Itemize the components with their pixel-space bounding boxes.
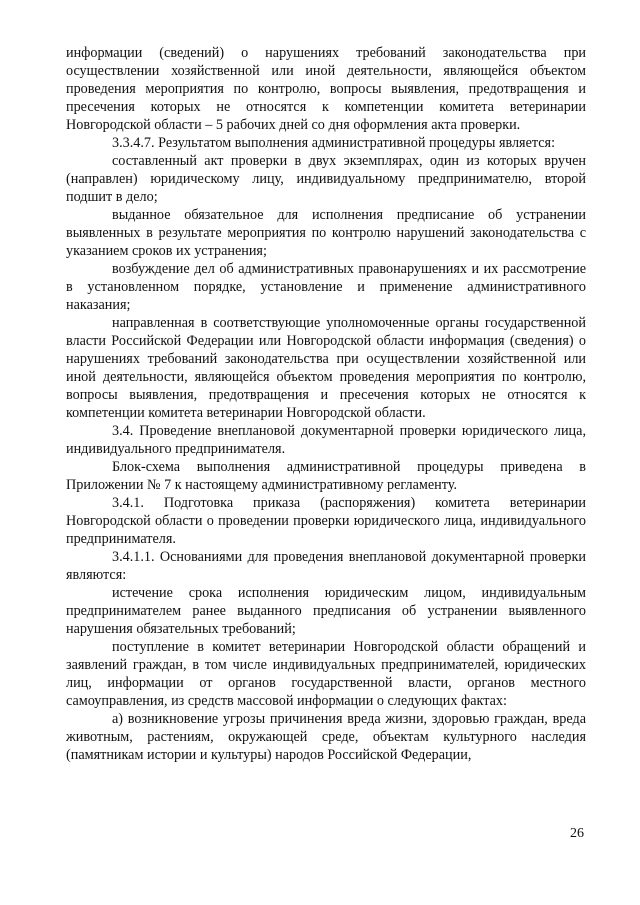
section-heading-3-4-1: 3.4.1. Подготовка приказа (распоряжения) комитета ветеринарии Новгородской области о проведении проверки юридического лица, индивидуального предпринимателя. (66, 495, 586, 547)
paragraph-continuation: информации (сведений) о нарушениях требований законодательства при осуществлении хозяйственной или иной деятельности, являющейся объектом проведения мероприятия по контролю, вопросы выявления, предотвращения и пресечения которых не относятся к компетенции комитета ветеринарии Новгородской области – 5 рабочих дней со дня оформления акта проверки. (66, 45, 586, 133)
paragraph-prescription-issued: выданное обязательное для исполнения предписание об устранении выявленных в результате мероприятия по контролю нарушений законодательства с указанием сроков их устранения; (66, 207, 586, 259)
paragraph-deadline-expired: истечение срока исполнения юридическим лицом, индивидуальным предпринимателем ранее выданного предписания об устранении выявленного нарушения обязательных требований; (66, 585, 586, 637)
section-heading-3-4: 3.4. Проведение внеплановой документарной проверки юридического лица, индивидуального предпринимателя. (66, 423, 586, 457)
paragraph-information-sent: направленная в соответствующие уполномоченные органы государственной власти Российской Федерации или Новгородской области информация (сведения) о нарушениях требований законодательства при осуществлении хозяйственной или иной деятельности, являющейся объектом проведения мероприятия по контролю, вопросы выявления, предотвращения и пресечения которых не относятся к компетенции комитета ветеринарии Новгородской области. (66, 315, 586, 421)
paragraph-act-issued: составленный акт проверки в двух экземплярах, один из которых вручен (направлен) юридическому лицу, индивидуальному предпринимателю, второй подшит в дело; (66, 153, 586, 205)
paragraph-administrative-cases: возбуждение дел об административных правонарушениях и их рассмотрение в установленном порядке, установление и применение административного наказания; (66, 261, 586, 313)
paragraph-3-4-1-1: 3.4.1.1. Основаниями для проведения внеплановой документарной проверки являются: (66, 549, 586, 583)
paragraph-3-3-4-7: 3.3.4.7. Результатом выполнения административной процедуры является: (112, 135, 556, 151)
document-body (66, 44, 586, 764)
paragraph-complaints-received: поступление в комитет ветеринарии Новгородской области обращений и заявлений граждан, в том числе индивидуальных предпринимателей, юридических лиц, информации от органов государственной власти, органов местного самоуправления, из средств массовой информации о следующих фактах: (66, 639, 586, 709)
page-number: 26 (570, 826, 584, 841)
paragraph-item-a: а) возникновение угрозы причинения вреда жизни, здоровью граждан, вреда животным, растениям, окружающей среде, объектам культурного наследия (памятникам истории и культуры) народов Российской Федерации, (66, 711, 586, 763)
paragraph-block-diagram-note: Блок-схема выполнения административной процедуры приведена в Приложении № 7 к настоящему административному регламенту. (66, 459, 586, 493)
